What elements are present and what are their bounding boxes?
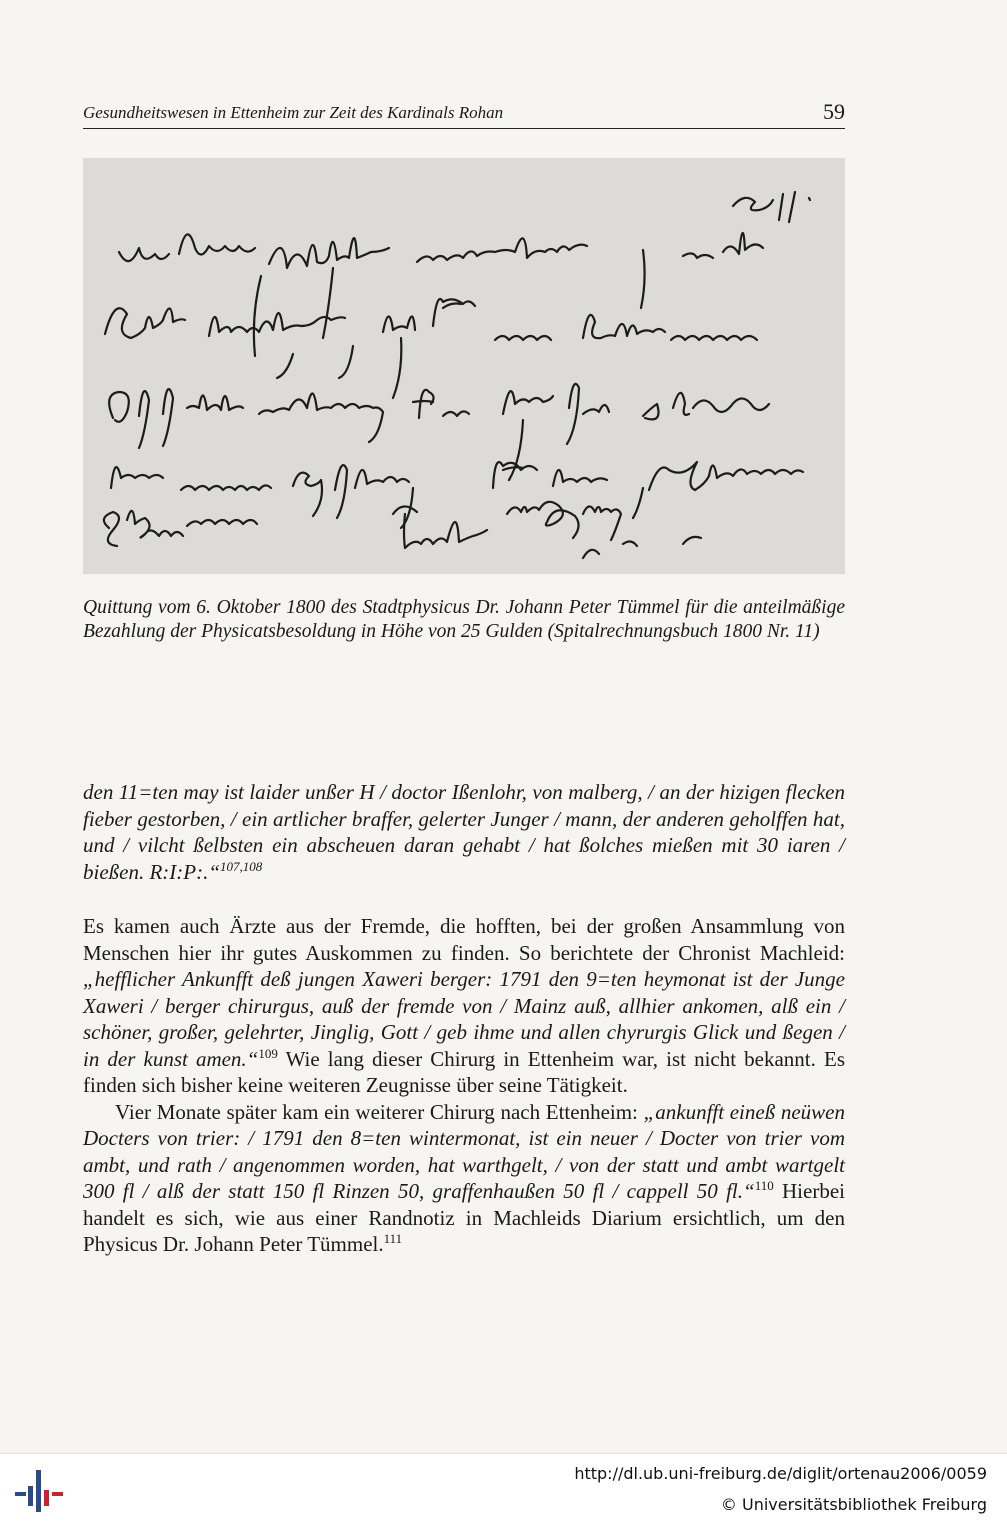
running-title: Gesundheitswesen in Ettenheim zur Zeit des Kardinals Rohan <box>83 103 504 122</box>
viewer-footer <box>0 1453 1007 1526</box>
ub-freiburg-logo-icon[interactable] <box>14 1464 66 1516</box>
inline-quote: „ankunfft eineß neüwen Docters von trier: / 1791 den 8=ten wintermonat, ist ein neuer / Docter von trier vom ambt, und rath / angenommen worden, hat warthgelt, / von der statt und ambt wartgelt 300 fl / alß der statt 150 fl Rinzen 50, graffenhaußen 50 fl / cappell 50 fl.“ <box>83 1099 845 1203</box>
handwriting-icon <box>83 158 845 574</box>
body-text <box>83 913 845 1258</box>
paragraph <box>83 913 845 1099</box>
paragraph-text: Wie lang dieser Chirurg in Ettenheim war, ist nicht bekannt. Es finden sich bisher keine weiteren Zeugnisse über seine Tätigkeit. <box>83 1046 845 1097</box>
paragraph-text: Vier Monate später kam ein weiterer Chirurg nach Ettenheim: <box>115 1099 644 1124</box>
running-head <box>83 98 845 129</box>
quote-text: den 11=ten may ist laider unßer H / doctor Ißenlohr, von malberg, / an der hizigen flecken fieber gestorben, / ein artlicher braffer, gelerter Junger / mann, der anderen geholffen hat, und / vilcht ßelbsten ein abscheuen daran gehabt / hat ßolches mießen mit 30 iaren / bießen. R:I:P:.“ <box>83 780 845 884</box>
chronicle-quote <box>83 779 845 885</box>
paragraph-text: Es kamen auch Ärzte aus der Fremde, die hofften, bei der großen Ansammlung von Menschen hier ihr gutes Auskommen zu finden. So berichtete der Chronist Machleid: <box>83 914 845 965</box>
footnote-ref: 109 <box>258 1045 278 1061</box>
copyright-notice: © Universitätsbibliothek Freiburg <box>720 1495 987 1514</box>
page-number: 59 <box>823 99 845 124</box>
handwritten-receipt-image <box>83 158 845 574</box>
footnote-ref: 110 <box>754 1178 774 1193</box>
footnote-ref: 111 <box>383 1231 403 1246</box>
inline-quote: „hefflicher Ankunfft deß jungen Xaweri berger: 1791 den 9=ten heymonat ist der Junge Xaweri / berger chirurgus, auß der fremde von / Mainz auß, allhier ankomen, alß ein / schöner, großer, gelehrter, Jinglig, Gott / geb ihme und allen chyrurgis Glick und ßegen / in der kunst amen.“ <box>83 967 845 1071</box>
paragraph-text: Hierbei handelt es sich, wie aus einer Randnotiz in Machleids Diarium ersichtlich, um den Physicus Dr. Johann Peter Tümmel. <box>83 1179 845 1256</box>
figure-caption: Quittung vom 6. Oktober 1800 des Stadtphysicus Dr. Johann Peter Tümmel für die anteilmäßige Bezahlung der Physicatsbesoldung in Höhe von 25 Gulden (Spitalrechnungsbuch 1800 Nr. 11) <box>83 597 845 642</box>
paragraph <box>83 1099 845 1258</box>
footnote-ref: 107,108 <box>220 858 263 874</box>
permalink-url[interactable]: http://dl.ub.uni-freiburg.de/diglit/ortenau2006/0059 <box>574 1464 987 1483</box>
